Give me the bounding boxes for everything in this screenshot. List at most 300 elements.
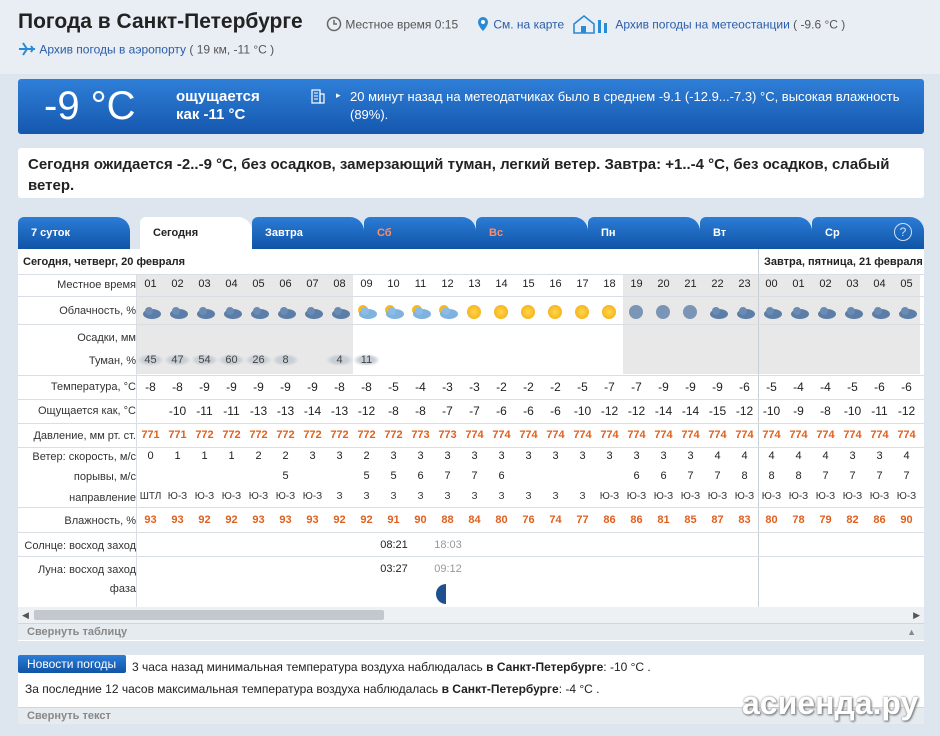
wind-cell: 4 <box>768 450 775 462</box>
wind-cell: 3 <box>498 450 505 462</box>
hour-cell: 14 <box>495 278 508 290</box>
hour-cell: 13 <box>468 278 481 290</box>
feels-cell: -7 <box>442 404 453 418</box>
humidity-cell: 86 <box>630 514 643 526</box>
fog-cell: 47 <box>164 354 191 366</box>
direction-cell: Ю-З <box>221 491 242 502</box>
pressure-cell: 773 <box>411 429 430 441</box>
pressure-cell: 772 <box>195 429 214 441</box>
feels-cell: -7 <box>469 404 480 418</box>
feels-cell: -10 <box>168 404 187 418</box>
pressure-cell: 774 <box>708 429 727 441</box>
wind-cell: 3 <box>390 450 397 462</box>
cloud-icon <box>761 304 783 318</box>
sun-icon <box>602 305 616 319</box>
row-divider <box>18 375 924 376</box>
row-label-direction: направление <box>69 492 136 504</box>
wind-cell: 3 <box>633 450 640 462</box>
direction-cell: Ю-З <box>896 491 917 502</box>
humidity-cell: 93 <box>144 514 157 526</box>
feels-cell: -12 <box>897 404 916 418</box>
wind-cell: 4 <box>903 450 910 462</box>
direction-cell: Ю-З <box>248 491 269 502</box>
tab-2[interactable]: Завтра <box>252 217 364 249</box>
pressure-cell: 774 <box>735 429 754 441</box>
tab-3[interactable]: Сб <box>364 217 476 249</box>
wind-cell: 3 <box>606 450 613 462</box>
collapse-table-button[interactable]: Свернуть таблицу ▲ <box>18 623 924 640</box>
direction-cell: Ю-З <box>194 491 215 502</box>
tab-5[interactable]: Пн <box>588 217 700 249</box>
pressure-cell: 774 <box>789 429 808 441</box>
humidity-cell: 83 <box>738 514 751 526</box>
temp-cell: -4 <box>820 380 831 394</box>
cloud-moon-icon <box>329 304 351 318</box>
moonset-value: 09:12 <box>434 563 462 575</box>
wind-cell: 3 <box>579 450 586 462</box>
pressure-cell: 772 <box>276 429 295 441</box>
day1-label: Сегодня, четверг, 20 февраля <box>23 256 186 268</box>
wind-cell: 3 <box>444 450 451 462</box>
local-time: Местное время 0:15 <box>326 16 458 35</box>
temp-cell: -8 <box>145 380 156 394</box>
fog-cell: 26 <box>245 354 272 366</box>
feels-cell: -14 <box>681 404 700 418</box>
temp-cell: -8 <box>172 380 183 394</box>
archive-airport-link[interactable]: Архив погоды в аэропорту ( 19 км, -11 °C ) <box>18 42 274 59</box>
humidity-cell: 92 <box>198 514 211 526</box>
watermark-logo: асиенда.ру <box>742 685 919 721</box>
tab-0[interactable]: 7 суток <box>18 217 130 249</box>
hourly-table <box>18 249 924 641</box>
row-label-time: Местное время <box>57 279 136 291</box>
temp-cell: -9 <box>658 380 669 394</box>
wind-cell: 4 <box>822 450 829 462</box>
row-label-temp: Температура, °C <box>50 381 136 393</box>
gust-cell: 6 <box>660 470 667 482</box>
cloud-icon <box>167 304 189 318</box>
moon-phase-icon <box>436 584 452 604</box>
sun-icon <box>575 305 589 319</box>
hour-cell: 05 <box>900 278 913 290</box>
temp-cell: -2 <box>550 380 561 394</box>
feels-cell: -10 <box>843 404 862 418</box>
temp-cell: -7 <box>631 380 642 394</box>
wind-cell: 3 <box>687 450 694 462</box>
day-tabs <box>18 217 924 249</box>
row-label-humidity: Влажность, % <box>64 515 136 527</box>
pressure-cell: 774 <box>654 429 673 441</box>
fog-cell: 11 <box>353 354 380 366</box>
pressure-cell: 773 <box>438 429 457 441</box>
direction-cell: Ю-З <box>815 491 836 502</box>
feels-cell: -14 <box>303 404 322 418</box>
hour-cell: 11 <box>414 278 427 290</box>
pressure-cell: 772 <box>384 429 403 441</box>
direction-cell: Ю-З <box>734 491 755 502</box>
humidity-cell: 82 <box>846 514 859 526</box>
wind-cell: 3 <box>660 450 667 462</box>
cloud-sun-icon <box>383 304 405 318</box>
current-observation-text: 20 минут назад на метеодатчиках было в среднем -9.1 (-12.9...-7.3) °C, высокая влажность (89%). <box>350 89 900 122</box>
hour-cell: 12 <box>441 278 454 290</box>
scrollbar-thumb[interactable] <box>34 610 384 620</box>
temp-cell: -3 <box>442 380 453 394</box>
temp-cell: -9 <box>307 380 318 394</box>
hour-cell: 05 <box>252 278 265 290</box>
humidity-cell: 88 <box>441 514 454 526</box>
hour-cell: 23 <box>738 278 751 290</box>
news-line-1: 3 часа назад минимальная температура воздуха наблюдалась в Санкт-Петербурге: -10 °C . <box>132 660 651 674</box>
direction-cell: З <box>471 491 478 502</box>
direction-cell: Ю-З <box>599 491 620 502</box>
feels-cell: -12 <box>627 404 646 418</box>
direction-cell: Ю-З <box>842 491 863 502</box>
humidity-cell: 93 <box>171 514 184 526</box>
row-divider <box>18 556 924 557</box>
current-weather-bar <box>18 79 924 134</box>
feels-cell: -10 <box>762 404 781 418</box>
feels-cell: -11 <box>196 404 213 418</box>
direction-cell: З <box>579 491 586 502</box>
wind-cell: 2 <box>363 450 370 462</box>
pressure-cell: 771 <box>141 429 160 441</box>
direction-cell: З <box>390 491 397 502</box>
row-divider <box>18 532 924 533</box>
direction-cell: З <box>525 491 532 502</box>
page-header <box>0 0 940 74</box>
pressure-cell: 774 <box>546 429 565 441</box>
temp-cell: -9 <box>199 380 210 394</box>
archive-station-link[interactable]: Архив погоды на метеостанции ( -9.6 °C ) <box>572 14 845 37</box>
wind-cell: 0 <box>147 450 154 462</box>
hour-cell: 02 <box>819 278 832 290</box>
direction-cell: Ю-З <box>167 491 188 502</box>
hour-cell: 04 <box>225 278 238 290</box>
pressure-cell: 774 <box>627 429 646 441</box>
fog-cell: 8 <box>272 354 299 366</box>
cloud-icon <box>734 304 756 318</box>
wind-cell: 1 <box>174 450 181 462</box>
temp-cell: -6 <box>739 380 750 394</box>
wind-cell: 4 <box>795 450 802 462</box>
map-link[interactable]: См. на карте <box>476 16 564 35</box>
feels-cell: -6 <box>550 404 561 418</box>
pressure-cell: 772 <box>249 429 268 441</box>
direction-cell: Ю-З <box>788 491 809 502</box>
row-label-wind_speed: Ветер: скорость, м/с <box>32 451 136 463</box>
humidity-cell: 80 <box>765 514 778 526</box>
gust-cell: 7 <box>822 470 829 482</box>
sun-icon <box>521 305 535 319</box>
row-label-phase: фаза <box>109 583 136 595</box>
gust-cell: 7 <box>903 470 910 482</box>
feels-cell: -10 <box>573 404 592 418</box>
row-label-precip: Осадки, мм <box>77 332 136 344</box>
map-pin-icon <box>476 16 490 35</box>
gust-cell: 5 <box>390 470 397 482</box>
hour-cell: 19 <box>630 278 643 290</box>
humidity-cell: 93 <box>252 514 265 526</box>
feels-cell: -13 <box>249 404 268 418</box>
sun-icon <box>467 305 481 319</box>
wind-cell: 3 <box>552 450 559 462</box>
row-divider <box>18 423 924 424</box>
wind-cell: 2 <box>282 450 289 462</box>
temp-cell: -8 <box>361 380 372 394</box>
feels-cell: -8 <box>820 404 831 418</box>
wind-cell: 3 <box>417 450 424 462</box>
humidity-cell: 85 <box>684 514 697 526</box>
gust-cell: 7 <box>471 470 478 482</box>
pressure-cell: 774 <box>573 429 592 441</box>
table-scrollbar[interactable] <box>18 607 924 623</box>
gust-cell: 5 <box>282 470 289 482</box>
hour-cell: 01 <box>792 278 805 290</box>
hour-cell: 04 <box>873 278 886 290</box>
help-icon[interactable]: ? <box>894 223 912 241</box>
hour-cell: 01 <box>144 278 157 290</box>
hour-cell: 08 <box>333 278 346 290</box>
moon-icon <box>683 305 697 319</box>
row-label-sun: Солнце: восход заход <box>24 540 136 552</box>
day2-label: Завтра, пятница, 21 февраля <box>764 256 923 268</box>
cloud-moon-icon <box>275 304 297 318</box>
gust-cell: 6 <box>417 470 424 482</box>
feels-cell: -13 <box>276 404 295 418</box>
airplane-icon <box>18 42 36 59</box>
feels-cell: -8 <box>388 404 399 418</box>
direction-cell: З <box>363 491 370 502</box>
humidity-cell: 86 <box>873 514 886 526</box>
pressure-cell: 774 <box>465 429 484 441</box>
pressure-cell: 774 <box>519 429 538 441</box>
wind-cell: 1 <box>201 450 208 462</box>
temp-cell: -9 <box>712 380 723 394</box>
humidity-cell: 78 <box>792 514 805 526</box>
hour-cell: 07 <box>306 278 319 290</box>
direction-cell: Ю-З <box>653 491 674 502</box>
hour-cell: 21 <box>684 278 697 290</box>
cloud-sun-icon <box>356 304 378 318</box>
hour-cell: 20 <box>657 278 670 290</box>
hour-cell: 22 <box>711 278 724 290</box>
gust-cell: 7 <box>714 470 721 482</box>
forecast-summary: Сегодня ожидается -2..-9 °C, без осадков, замерзающий туман, легкий ветер. Завтра: +1..-4 °C, без осадков, слабый ветер. <box>18 148 924 198</box>
tab-1[interactable]: Сегодня <box>140 217 252 249</box>
scroll-right-icon[interactable]: ▶ <box>913 610 920 620</box>
humidity-cell: 92 <box>333 514 346 526</box>
temp-cell: -4 <box>793 380 804 394</box>
chevron-right-icon: ▸ <box>336 90 341 100</box>
feels-cell: -8 <box>415 404 426 418</box>
feels-cell: -14 <box>654 404 673 418</box>
cloud-icon <box>221 304 243 318</box>
cloud-icon <box>788 304 810 318</box>
temp-cell: -7 <box>604 380 615 394</box>
feels-cell: -6 <box>523 404 534 418</box>
direction-cell: Ю-З <box>302 491 323 502</box>
news-button[interactable]: Новости погоды <box>18 655 126 673</box>
humidity-cell: 90 <box>414 514 427 526</box>
feels-cell: -12 <box>357 404 376 418</box>
gust-cell: 7 <box>876 470 883 482</box>
humidity-cell: 93 <box>279 514 292 526</box>
hour-cell: 18 <box>603 278 616 290</box>
direction-cell: Ю-З <box>761 491 782 502</box>
temp-cell: -5 <box>847 380 858 394</box>
gust-cell: 5 <box>363 470 370 482</box>
pressure-cell: 772 <box>330 429 349 441</box>
humidity-cell: 90 <box>900 514 913 526</box>
building-icon <box>310 88 326 109</box>
feels-cell: -11 <box>223 404 240 418</box>
row-label-moon: Луна: восход заход <box>37 564 136 576</box>
wind-cell: 2 <box>255 450 262 462</box>
humidity-cell: 93 <box>306 514 319 526</box>
pressure-cell: 774 <box>762 429 781 441</box>
humidity-cell: 81 <box>657 514 670 526</box>
fog-cell: 60 <box>218 354 245 366</box>
direction-cell: Ю-З <box>680 491 701 502</box>
row-divider <box>18 296 924 297</box>
sun-icon <box>494 305 508 319</box>
scroll-left-icon[interactable]: ◀ <box>22 610 29 620</box>
cloud-sun-icon <box>410 304 432 318</box>
moonrise-value: 03:27 <box>380 563 408 575</box>
humidity-cell: 92 <box>360 514 373 526</box>
station-icon <box>572 14 612 37</box>
gust-cell: 6 <box>498 470 505 482</box>
temp-cell: -9 <box>685 380 696 394</box>
hour-cell: 06 <box>279 278 292 290</box>
cloud-icon <box>707 304 729 318</box>
temp-cell: -8 <box>334 380 345 394</box>
hour-cell: 03 <box>846 278 859 290</box>
humidity-cell: 79 <box>819 514 832 526</box>
wind-cell: 1 <box>228 450 235 462</box>
direction-cell: Ю-З <box>626 491 647 502</box>
cloud-icon <box>302 304 324 318</box>
feels-like: ощущается как -11 °C <box>176 88 260 123</box>
page-title: Погода в Санкт-Петербурге <box>18 10 303 33</box>
row-label-gusts: порывы, м/с <box>73 471 136 483</box>
cloud-sun-icon <box>437 304 459 318</box>
sun-icon <box>548 305 562 319</box>
pressure-cell: 771 <box>168 429 187 441</box>
row-divider <box>18 447 924 448</box>
humidity-cell: 87 <box>711 514 724 526</box>
temp-cell: -5 <box>577 380 588 394</box>
cloud-icon <box>815 304 837 318</box>
temp-cell: -5 <box>766 380 777 394</box>
gust-cell: 7 <box>849 470 856 482</box>
row-label-feels: Ощущается как, °C <box>37 405 136 417</box>
row-divider <box>18 274 924 275</box>
moon-icon <box>629 305 643 319</box>
pressure-cell: 774 <box>681 429 700 441</box>
humidity-cell: 84 <box>468 514 481 526</box>
pressure-cell: 772 <box>303 429 322 441</box>
cloud-icon <box>869 304 891 318</box>
cloud-icon <box>140 304 162 318</box>
gust-cell: 8 <box>768 470 775 482</box>
fog-cell: 45 <box>137 354 164 366</box>
wind-cell: 3 <box>309 450 316 462</box>
direction-cell: Ю-З <box>707 491 728 502</box>
direction-cell: З <box>498 491 505 502</box>
feels-cell: -9 <box>793 404 804 418</box>
temp-cell: -6 <box>874 380 885 394</box>
tab-7[interactable]: Ср <box>812 217 924 249</box>
cloud-icon <box>842 304 864 318</box>
cloud-icon <box>248 304 270 318</box>
wind-cell: 3 <box>525 450 532 462</box>
pressure-cell: 774 <box>600 429 619 441</box>
direction-cell: Ю-З <box>869 491 890 502</box>
hour-cell: 03 <box>198 278 211 290</box>
temp-cell: -9 <box>226 380 237 394</box>
sunset-value: 18:03 <box>434 539 462 551</box>
direction-cell: З <box>444 491 451 502</box>
cloud-icon <box>896 304 918 318</box>
day-separator <box>758 249 759 607</box>
row-divider <box>18 324 924 325</box>
tab-6[interactable]: Вт <box>700 217 812 249</box>
humidity-cell: 77 <box>576 514 589 526</box>
row-divider <box>18 507 924 508</box>
temp-cell: -5 <box>388 380 399 394</box>
humidity-cell: 74 <box>549 514 562 526</box>
feels-cell: -13 <box>330 404 349 418</box>
hour-cell: 16 <box>549 278 562 290</box>
cloud-icon <box>194 304 216 318</box>
row-label-pressure: Давление, мм рт. ст. <box>33 430 136 442</box>
current-temperature: -9 °C <box>44 84 136 128</box>
pressure-cell: 774 <box>843 429 862 441</box>
hour-cell: 00 <box>765 278 778 290</box>
row-label-cloud: Облачность, % <box>59 305 136 317</box>
temp-cell: -9 <box>280 380 291 394</box>
feels-cell: -12 <box>600 404 619 418</box>
moon-icon <box>656 305 670 319</box>
direction-cell: З <box>552 491 559 502</box>
wind-cell: 3 <box>849 450 856 462</box>
tab-4[interactable]: Вс <box>476 217 588 249</box>
direction-cell: ШТЛ <box>139 491 162 502</box>
hour-cell: 17 <box>576 278 589 290</box>
fog-cell: 4 <box>326 354 353 366</box>
direction-cell: Ю-З <box>275 491 296 502</box>
temp-cell: -4 <box>415 380 426 394</box>
hour-cell: 09 <box>360 278 373 290</box>
pressure-cell: 774 <box>492 429 511 441</box>
wind-cell: 4 <box>714 450 721 462</box>
humidity-cell: 76 <box>522 514 535 526</box>
collapse-text-button[interactable]: Свернуть текст <box>18 707 924 724</box>
temp-cell: -6 <box>901 380 912 394</box>
humidity-cell: 91 <box>387 514 400 526</box>
humidity-cell: 80 <box>495 514 508 526</box>
temp-cell: -2 <box>523 380 534 394</box>
gust-cell: 8 <box>795 470 802 482</box>
pressure-cell: 774 <box>897 429 916 441</box>
gust-cell: 8 <box>741 470 748 482</box>
collapse-up-icon: ▲ <box>907 627 916 637</box>
gust-cell: 7 <box>444 470 451 482</box>
temp-cell: -3 <box>469 380 480 394</box>
fog-cell: 54 <box>191 354 218 366</box>
